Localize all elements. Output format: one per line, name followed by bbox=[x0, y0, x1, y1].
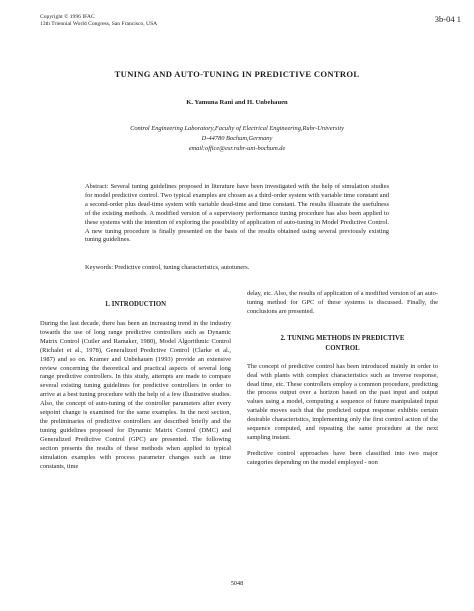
paper-code: 3b-04 1 bbox=[434, 14, 461, 24]
section-2-heading-line-1: 2. TUNING METHODS IN PREDICTIVE bbox=[280, 334, 405, 342]
keywords-label: Keywords: bbox=[85, 264, 114, 271]
intro-continuation: delay, etc. Also, the results of application of a modified version of an auto-tuning method for GPC of these systems is discussed. Finally, the conclusions are presented. bbox=[247, 290, 438, 315]
abstract-label: Abstract: bbox=[85, 183, 109, 190]
page-number: 5048 bbox=[230, 580, 244, 587]
abstract-text: Several tuning guidelines proposed in literature have been investigated with the help of simulation studies for model predictive control. Two typical examples are chosen as a third-order system with variable time constant and a second-order plus dead-time system with variable dead-time and time constant. The results illustrate the usefulness of the existing methods. A modified version of a supervisory performance tuning procedure has also been applied to these systems with the intention of exploring the possibility of application of auto-tuning in Model Predictive Control. A new tuning procedure is finally presented on the basis of the results obtained using several previously existing tuning guidelines. bbox=[85, 183, 389, 244]
abstract bbox=[85, 183, 389, 245]
copyright-line-1: Copyright © 1996 IFAC bbox=[40, 14, 95, 20]
paper-title: TUNING AND AUTO-TUNING IN PREDICTIVE CONTROL bbox=[114, 69, 360, 79]
right-column bbox=[247, 290, 438, 468]
copyright-line-2: 13th Triennial World Congress, San Francisco, USA bbox=[40, 20, 158, 27]
keywords bbox=[85, 264, 389, 273]
keywords-text: Predictive control, tuning characteristics, autotuners. bbox=[114, 264, 250, 271]
section-2-paragraph-2: Predictive control approaches have been classified into two major categories depending on the model employed - non bbox=[247, 449, 438, 466]
left-column bbox=[40, 300, 231, 471]
affiliation-block bbox=[70, 124, 404, 155]
section-1-text: During the last decade, there has been an increasing trend in the industry towards the use of long range predictive controllers such as Dynamic Matrix Control (Cutler and Ramaker, 1980), Model Algorithmic Control (Richalet et al., 1978), Generalized Predictive Control (Clarke et al., 1987) and so on. Kramer and Unbehauen (1993) provide an extensive review concerning the theoretical and practical aspects of several long range predictive controllers. In this study, attempts are made to compare several existing tuning guidelines for predictive controllers in order to arrive at a best tuning procedure with the help of a few illustrative studies. Also, the concept of auto-tuning of the controller parameters after every setpoint change is examined for the same examples. In the next section, the preliminaries of predictive controllers are described briefly and the tuning guidelines proposed for Dynamic Matrix Control (DMC) and Generalized Predictive Control (GPC) are presented. The following section presents the results of these methods when applied to typical simulation examples with process parameter changes such as time constants, time bbox=[40, 320, 231, 470]
affiliation-line-2: D-44780 Bochum,Germany bbox=[201, 135, 273, 143]
affiliation-line-1: Control Engineering Laboratory,Faculty of Electrical Engineering,Ruhr-University bbox=[130, 125, 344, 132]
paper-authors: K. Yamuna Rani and H. Unbehauen bbox=[186, 99, 288, 106]
copyright-notice bbox=[40, 14, 220, 27]
affiliation-email: email:office@esr.ruhr-uni-bochum.de bbox=[188, 145, 286, 153]
section-1-heading: 1. INTRODUCTION bbox=[104, 301, 167, 308]
section-2-heading bbox=[247, 334, 438, 354]
section-2-heading-line-2: CONTROL bbox=[325, 344, 360, 352]
section-2-paragraph-1: The concept of predictive control has been introduced mainly in order to deal with plants with complex characteristics such as inverse response, dead time, etc. These controllers employ a common procedure, predicting the process output over a horizon based on the past input and output values using a model, computing a sequence of future manipulated input variable moves such that the predicted output response exhibits certain desirable characteristics, implementing only the first control action of the sequence computed, and repeating the same procedure at the next sampling instant. bbox=[247, 362, 438, 441]
